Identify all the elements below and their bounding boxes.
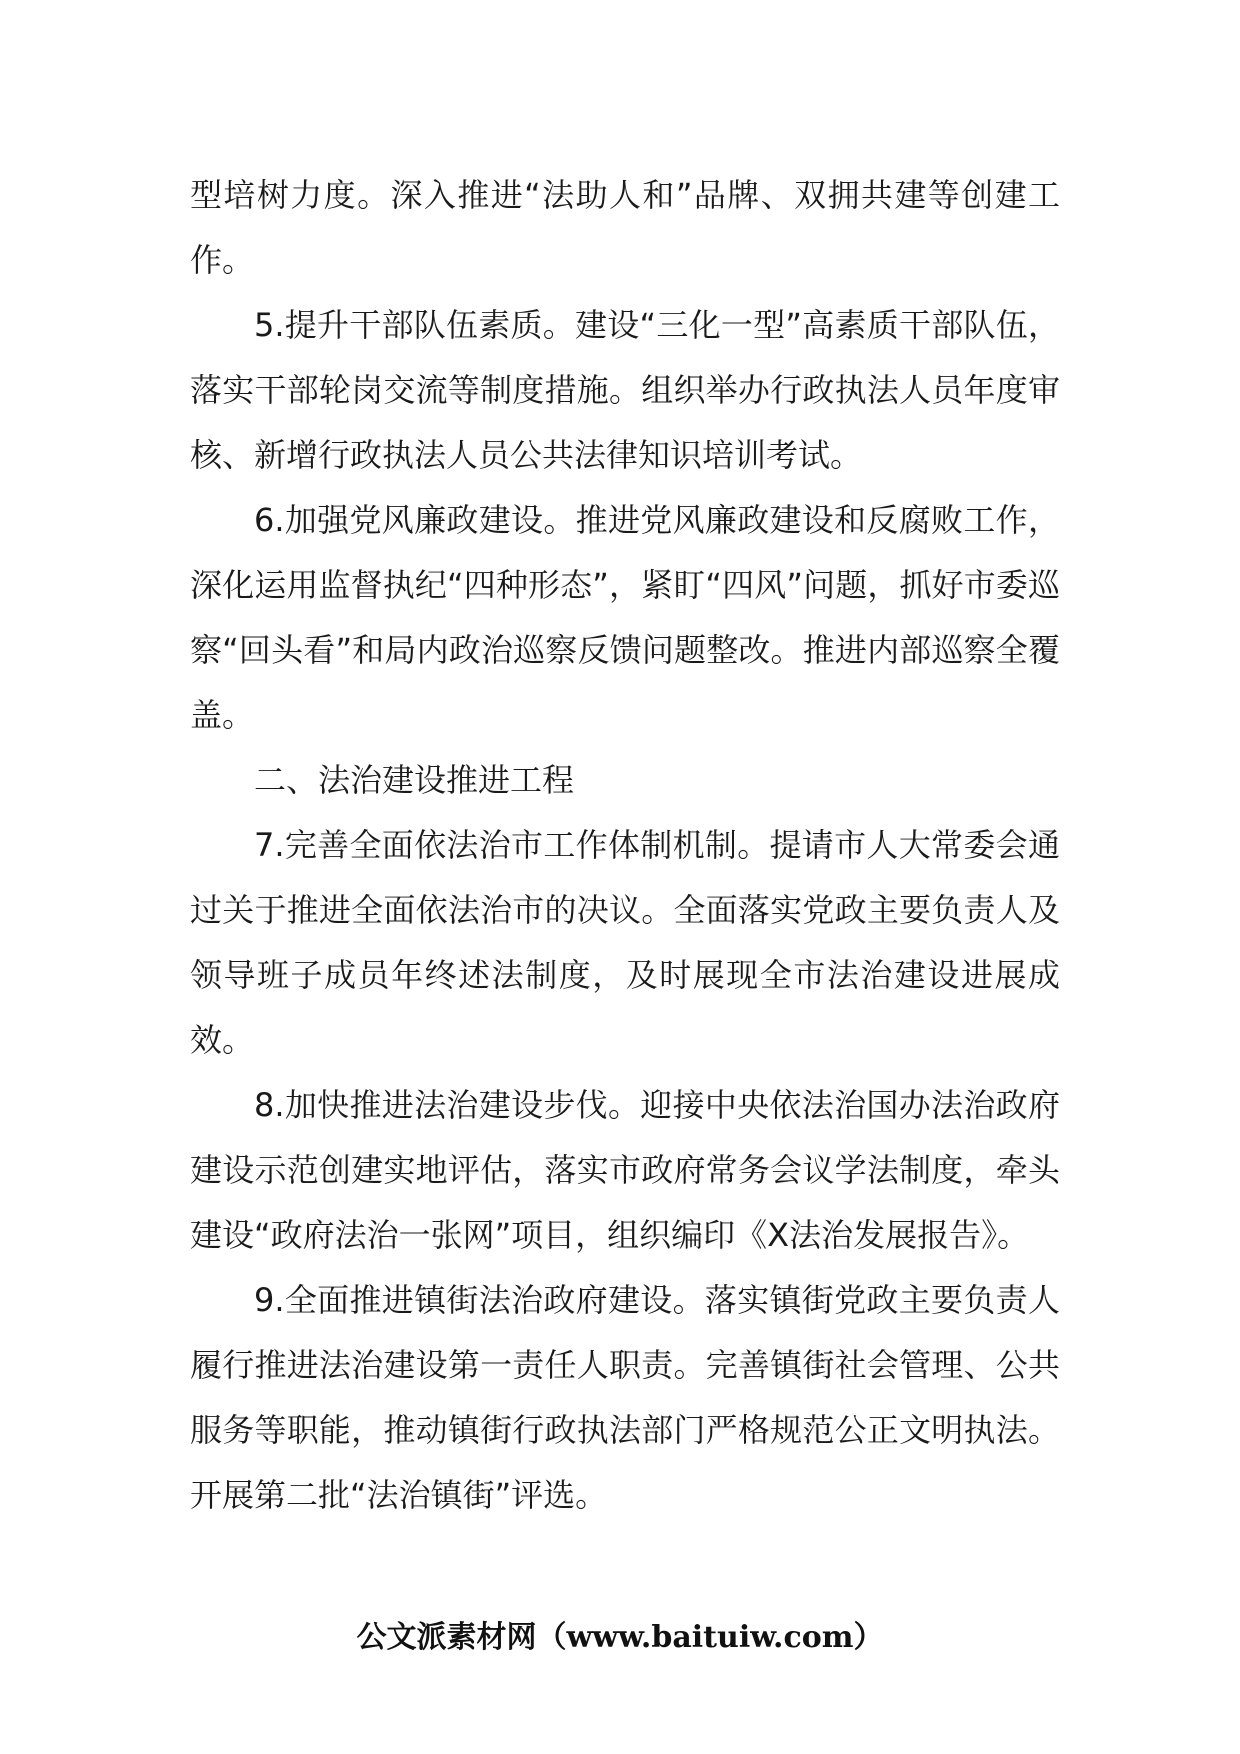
document-body	[190, 163, 1060, 1528]
section-heading-2: 二、法治建设推进工程	[254, 761, 575, 799]
paragraph-item-6: 6.加强党风廉政建设。推进党风廉政建设和反腐败工作，深化运用监督执纪“四种形态”，紧盯“四风”问题，抓好市委巡察“回头看”和局内政治巡察反馈问题整改。推进内部巡察全覆盖。	[190, 501, 1060, 734]
paragraph-item-5: 5.提升干部队伍素质。建设“三化一型”高素质干部队伍，落实干部轮岗交流等制度措施。组织举办行政执法人员年度审核、新增行政执法人员公共法律知识培训考试。	[190, 306, 1060, 474]
paragraph-continuation: 型培树力度。深入推进“法助人和”品牌、双拥共建等创建工作。	[190, 176, 1060, 279]
footer-watermark: 公文派素材网（www.baituiw.com）	[356, 1620, 884, 1655]
paragraph-item-9: 9.全面推进镇街法治政府建设。落实镇街党政主要负责人履行推进法治建设第一责任人职责。完善镇街社会管理、公共服务等职能，推动镇街行政执法部门严格规范公正文明执法。开展第二批“法治镇街”评选。	[190, 1281, 1060, 1514]
paragraph-item-7: 7.完善全面依法治市工作体制机制。提请市人大常委会通过关于推进全面依法治市的决议。全面落实党政主要负责人及领导班子成员年终述法制度，及时展现全市法治建设进展成效。	[190, 826, 1060, 1059]
paragraph-item-8: 8.加快推进法治建设步伐。迎接中央依法治国办法治政府建设示范创建实地评估，落实市政府常务会议学法制度，牵头建设“政府法治一张网”项目，组织编印《X法治发展报告》。	[190, 1086, 1060, 1254]
